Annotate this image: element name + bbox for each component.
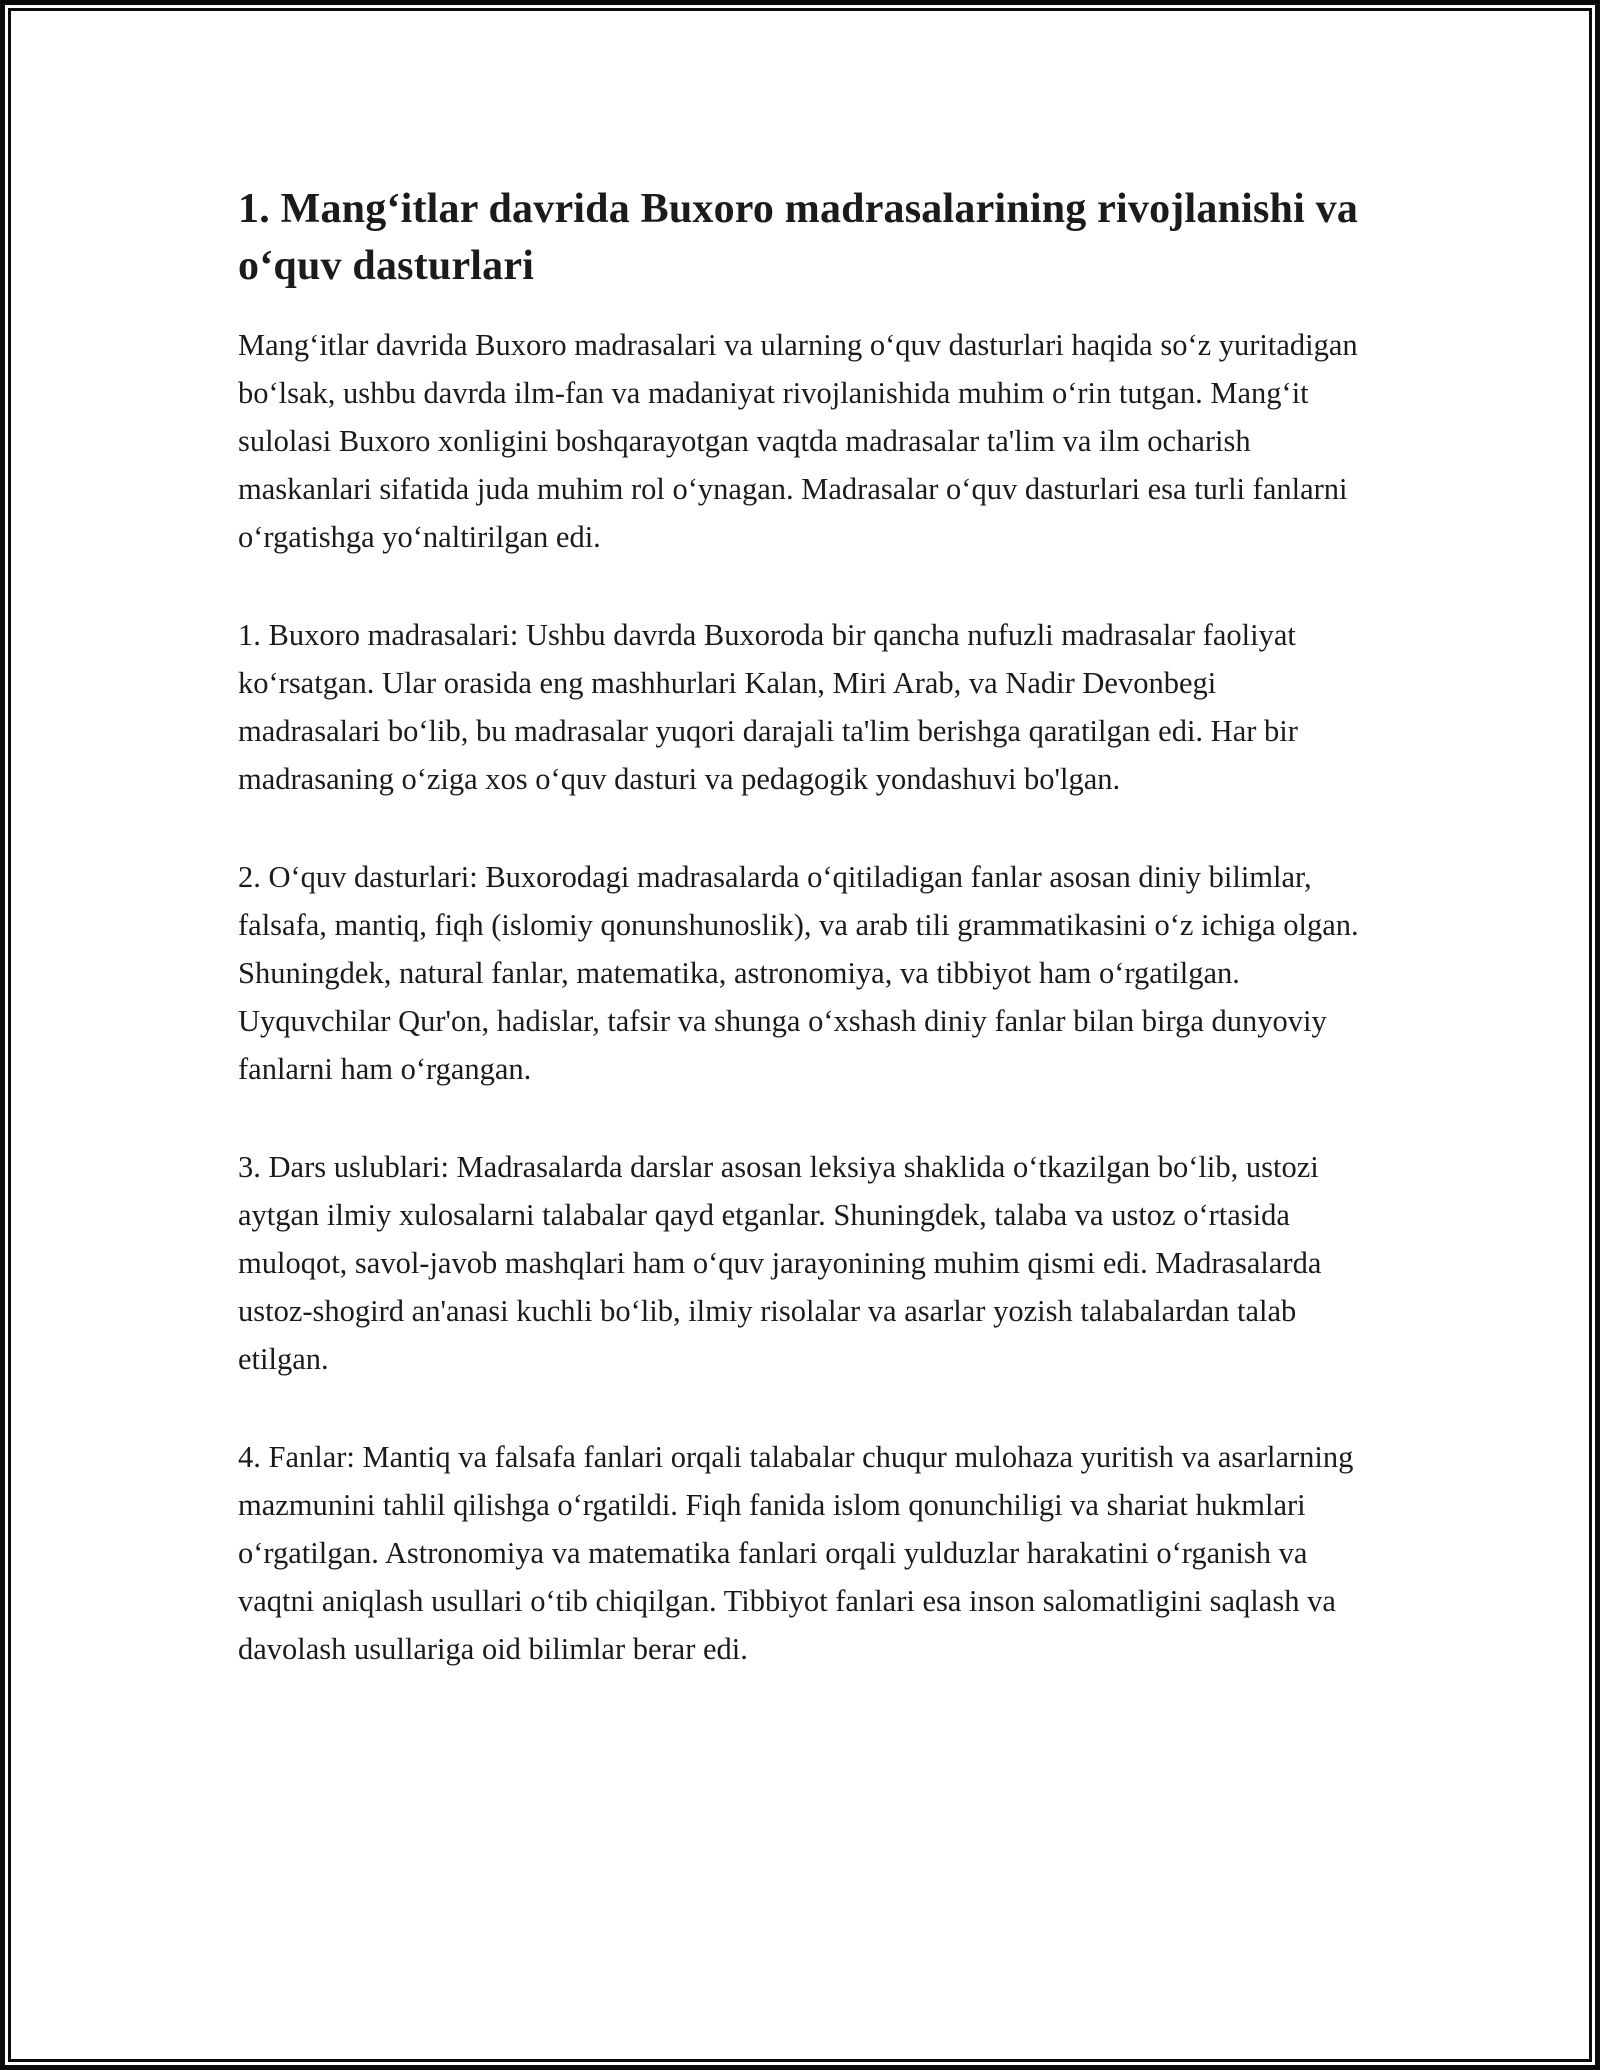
paragraph-buxoro-madrasalari: 1. Buxoro madrasalari: Ushbu davrda Buxoroda bir qancha nufuzli madrasalar faoliyat ko‘rsatgan. Ular orasida eng mashhurlari Kalan, Miri Arab, va Nadir Devonbegi madrasalari bo‘lib, bu madrasalar yuqori darajali ta'lim berishga qaratilgan edi. Har bir madrasaning o‘ziga xos o‘quv dasturi va pedagogik yondashuvi bo'lgan. — [238, 618, 1298, 796]
paragraph-fanlar: 4. Fanlar: Mantiq va falsafa fanlari orqali talabalar chuqur mulohaza yuritish va asarlarning mazmunini tahlil qilishga o‘rgatildi. Fiqh fanida islom qonunchiligi va shariat hukmlari o‘rgatilgan. Astronomiya va matematika fanlari orqali yulduzlar harakatini o‘rganish va vaqtni aniqlash usullari o‘tib chiqilgan. Tibbiyot fanlari esa inson salomatligini saqlash va davolash usullariga oid bilimlar berar edi. — [238, 1440, 1354, 1666]
document-title: 1. Mang‘itlar davrida Buxoro madrasalarining rivojlanishi va o‘quv dasturlari — [238, 186, 1359, 289]
paragraph-oquv-dasturlari: 2. O‘quv dasturlari: Buxorodagi madrasalarda o‘qitiladigan fanlar asosan diniy bilimlar, falsafa, mantiq, fiqh (islomiy qonunshunoslik), va arab tili grammatikasini o‘z ichiga olgan. Shuningdek, natural fanlar, matematika, astronomiya, va tibbiyot ham o‘rgatilgan. Uyquvchilar Qur'on, hadislar, tafsir va shunga o‘xshash diniy fanlar bilan birga dunyoviy fanlarni ham o‘rgangan. — [238, 860, 1359, 1086]
document-content — [238, 181, 1365, 1723]
paragraph-dars-uslublari: 3. Dars uslublari: Madrasalarda darslar asosan leksiya shaklida o‘tkazilgan bo‘lib, ustozi aytgan ilmiy xulosalarni talabalar qayd etganlar. Shuningdek, talaba va ustoz o‘rtasida muloqot, savol-javob mashqlari ham o‘quv jarayonining muhim qismi edi. Madrasalarda ustoz-shogird an'anasi kuchli bo‘lib, ilmiy risolalar va asarlar yozish talabalardan talab etilgan. — [238, 1150, 1322, 1376]
paragraph-intro: Mang‘itlar davrida Buxoro madrasalari va ularning o‘quv dasturlari haqida so‘z yuritadigan bo‘lsak, ushbu davrda ilm-fan va madaniyat rivojlanishida muhim o‘rin tutgan. Mang‘it sulolasi Buxoro xonligini boshqarayotgan vaqtda madrasalar ta'lim va ilm ocharish maskanlari sifatida juda muhim rol o‘ynagan. Madrasalar o‘quv dasturlari esa turli fanlarni o‘rgatishga yo‘naltirilgan edi. — [238, 328, 1358, 554]
